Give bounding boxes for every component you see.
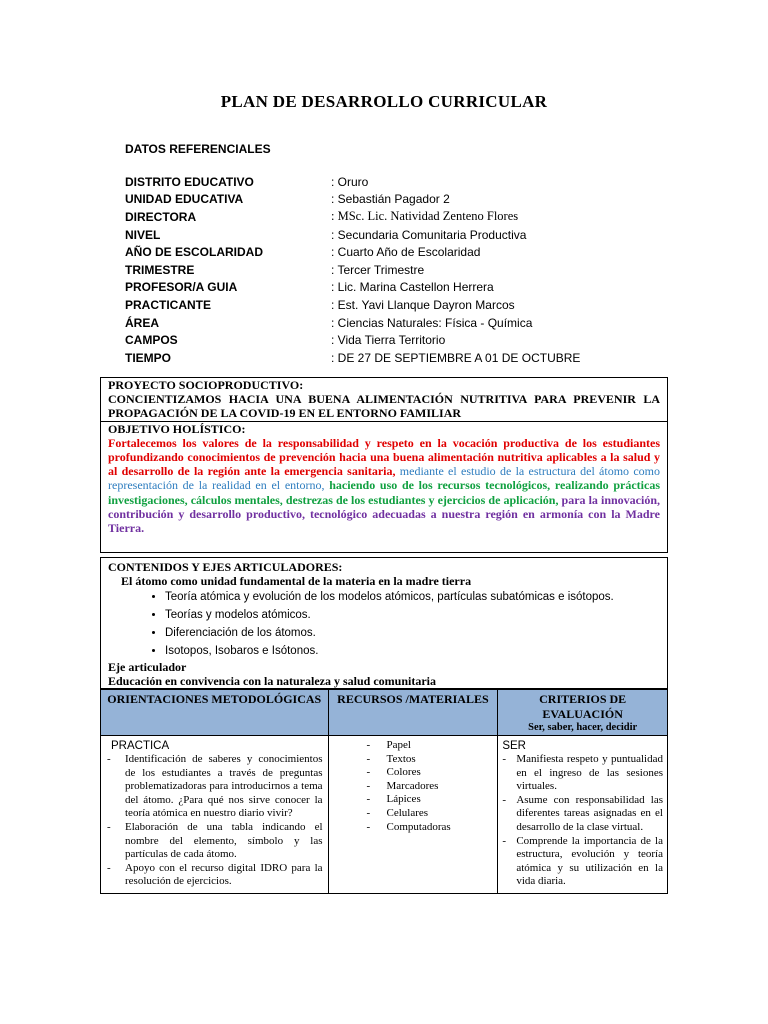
practica-list — [103, 753, 323, 889]
list-item: • Teorías y modelos atómicos. — [165, 606, 660, 624]
info-row — [125, 296, 685, 314]
recursos-cell — [328, 736, 498, 894]
info-value: : Est. Yavi Llanque Dayron Marcos — [331, 297, 515, 312]
list-item: - Celulares — [363, 807, 494, 821]
info-row — [125, 349, 685, 367]
info-row — [125, 208, 685, 226]
info-key: TIEMPO — [125, 350, 172, 365]
eje-label: Eje articulador — [108, 660, 187, 674]
list-item: - Textos — [363, 753, 494, 767]
ser-label: SER — [502, 740, 526, 752]
datos-referenciales-heading: DATOS REFERENCIALES — [125, 142, 271, 156]
info-key: AÑO DE ESCOLARIDAD — [125, 245, 264, 260]
info-value: : Sebastián Pagador 2 — [331, 192, 450, 207]
info-key: NIVEL — [125, 227, 161, 242]
criterios-header-title: CRITERIOS DE EVALUACIÓN — [539, 692, 627, 721]
info-row — [125, 173, 685, 191]
list-item: - Identificación de saberes y conocimientos de los estudiantes a través de preguntas problematizadoras para introducirnos a tema del átomo. ¿Para qué nos sirve conocer la teoría atómica en nuestro diario vivir? — [103, 753, 323, 821]
contenidos-box — [100, 557, 668, 689]
orientaciones-header: ORIENTACIONES METODOLÓGICAS — [101, 690, 329, 736]
list-item: - Apoyo con el recurso digital IDRO para la resolución de ejercicios. — [103, 862, 323, 889]
info-key: PRACTICANTE — [125, 297, 211, 312]
list-item: - Colores — [363, 766, 494, 780]
list-item: - Papel — [363, 739, 494, 753]
list-item: - Manifiesta respeto y puntualidad en el ingreso de las sesiones virtuales. — [498, 753, 663, 794]
info-key: UNIDAD EDUCATIVA — [125, 192, 244, 207]
info-key: DIRECTORA — [125, 209, 197, 224]
datos-referenciales-list — [125, 173, 685, 367]
list-item: • Diferenciación de los átomos. — [165, 624, 660, 642]
info-row — [125, 331, 685, 349]
list-item: - Lápices — [363, 793, 494, 807]
list-item: • Teoría atómica y evolución de los modelos atómicos, partículas subatómicas e isótopos. — [165, 588, 660, 606]
ser-list — [498, 753, 663, 889]
orientaciones-cell — [101, 736, 329, 894]
eje-text: Educación en convivencia con la naturaleza y salud comunitaria — [108, 674, 437, 688]
objetivo-hacer: haciendo uso de los recursos tecnológicos, realizando prácticas investigaciones, cálculos mentales, destrezas de los estudiantes y ejercicios de aplicación, — [108, 478, 661, 507]
list-item: - Asume con responsabilidad las diferentes tareas asignadas en el desarrollo de la clase virtual. — [498, 794, 663, 835]
info-key: CAMPOS — [125, 333, 178, 348]
info-key: TRIMESTRE — [125, 262, 195, 277]
proyecto-text: CONCIENTIZAMOS HACIA UNA BUENA ALIMENTACIÓN NUTRITIVA PARA PREVENIR LA PROPAGACIÓN DE LA COVID-19 EN EL ENTORNO FAMILIAR — [108, 392, 660, 421]
info-value: : MSc. Lic. Natividad Zenteno Flores — [331, 209, 519, 224]
list-item: - Comprende la importancia de la estructura, evolución y teoría atómica y su utilización en la vida diaria. — [498, 835, 663, 889]
practica-label: PRACTICA — [111, 740, 170, 752]
info-value: : Lic. Marina Castellon Herrera — [331, 280, 494, 295]
contenidos-list — [108, 588, 660, 660]
objetivo-text — [108, 436, 660, 535]
info-row — [125, 314, 685, 332]
objetivo-decidir: para la innovación, contribución y desarrollo productivo, tecnológico adecuadas a nuestra región en armonía con la Madre Tierra. — [108, 492, 661, 536]
list-item: - Computadoras — [363, 821, 494, 835]
objetivo-ser: Fortalecemos los valores de la responsabilidad y respeto en la vocación productiva de los estudiantes profundizando conocimientos de prevención hacia una buena alimentación nutritiva aplicables a la salud y al desarrollo de la región ante la emergencia sanitaria, — [108, 435, 660, 479]
info-value: : Vida Tierra Territorio — [331, 333, 446, 348]
info-value: : Tercer Trimestre — [331, 262, 425, 277]
info-value: : DE 27 DE SEPTIEMBRE A 01 DE OCTUBRE — [331, 350, 581, 365]
page-title: PLAN DE DESARROLLO CURRICULAR — [220, 92, 548, 111]
objetivo-saber: mediante el estudio de la estructura del átomo como representación de la realidad en el entorno, — [108, 464, 661, 493]
info-key: ÁREA — [125, 315, 160, 330]
info-row — [125, 243, 685, 261]
info-row — [125, 261, 685, 279]
list-item: - Marcadores — [363, 780, 494, 794]
recursos-header: RECURSOS /MATERIALES — [328, 690, 498, 736]
planning-table — [100, 689, 668, 894]
info-row — [125, 226, 685, 244]
objetivo-label: OBJETIVO HOLÍSTICO: — [108, 421, 246, 436]
info-row — [125, 279, 685, 297]
list-item: • Isotopos, Isobaros e Isótonos. — [165, 642, 660, 660]
info-value: : Oruro — [331, 174, 369, 189]
info-row — [125, 191, 685, 209]
info-key: DISTRITO EDUCATIVO — [125, 174, 254, 189]
list-item: - Elaboración de una tabla indicando el nombre del elemento, símbolo y las partículas de cada átomo. — [103, 821, 323, 862]
criterios-cell — [498, 736, 668, 894]
criterios-header-sub: Ser, saber, hacer, decidir — [528, 722, 638, 733]
info-value: : Cuarto Año de Escolaridad — [331, 245, 481, 260]
criterios-header — [498, 690, 668, 736]
proyecto-objetivo-box — [100, 377, 668, 553]
contenidos-label: CONTENIDOS Y EJES ARTICULADORES: — [108, 560, 343, 574]
info-value: : Ciencias Naturales: Física - Química — [331, 315, 533, 330]
info-key: PROFESOR/A GUIA — [125, 280, 238, 295]
contenidos-subtitle: El átomo como unidad fundamental de la materia en la madre tierra — [121, 574, 472, 588]
proyecto-label: PROYECTO SOCIOPRODUCTIVO: — [108, 378, 304, 392]
recursos-list — [333, 739, 494, 834]
info-value: : Secundaria Comunitaria Productiva — [331, 227, 527, 242]
